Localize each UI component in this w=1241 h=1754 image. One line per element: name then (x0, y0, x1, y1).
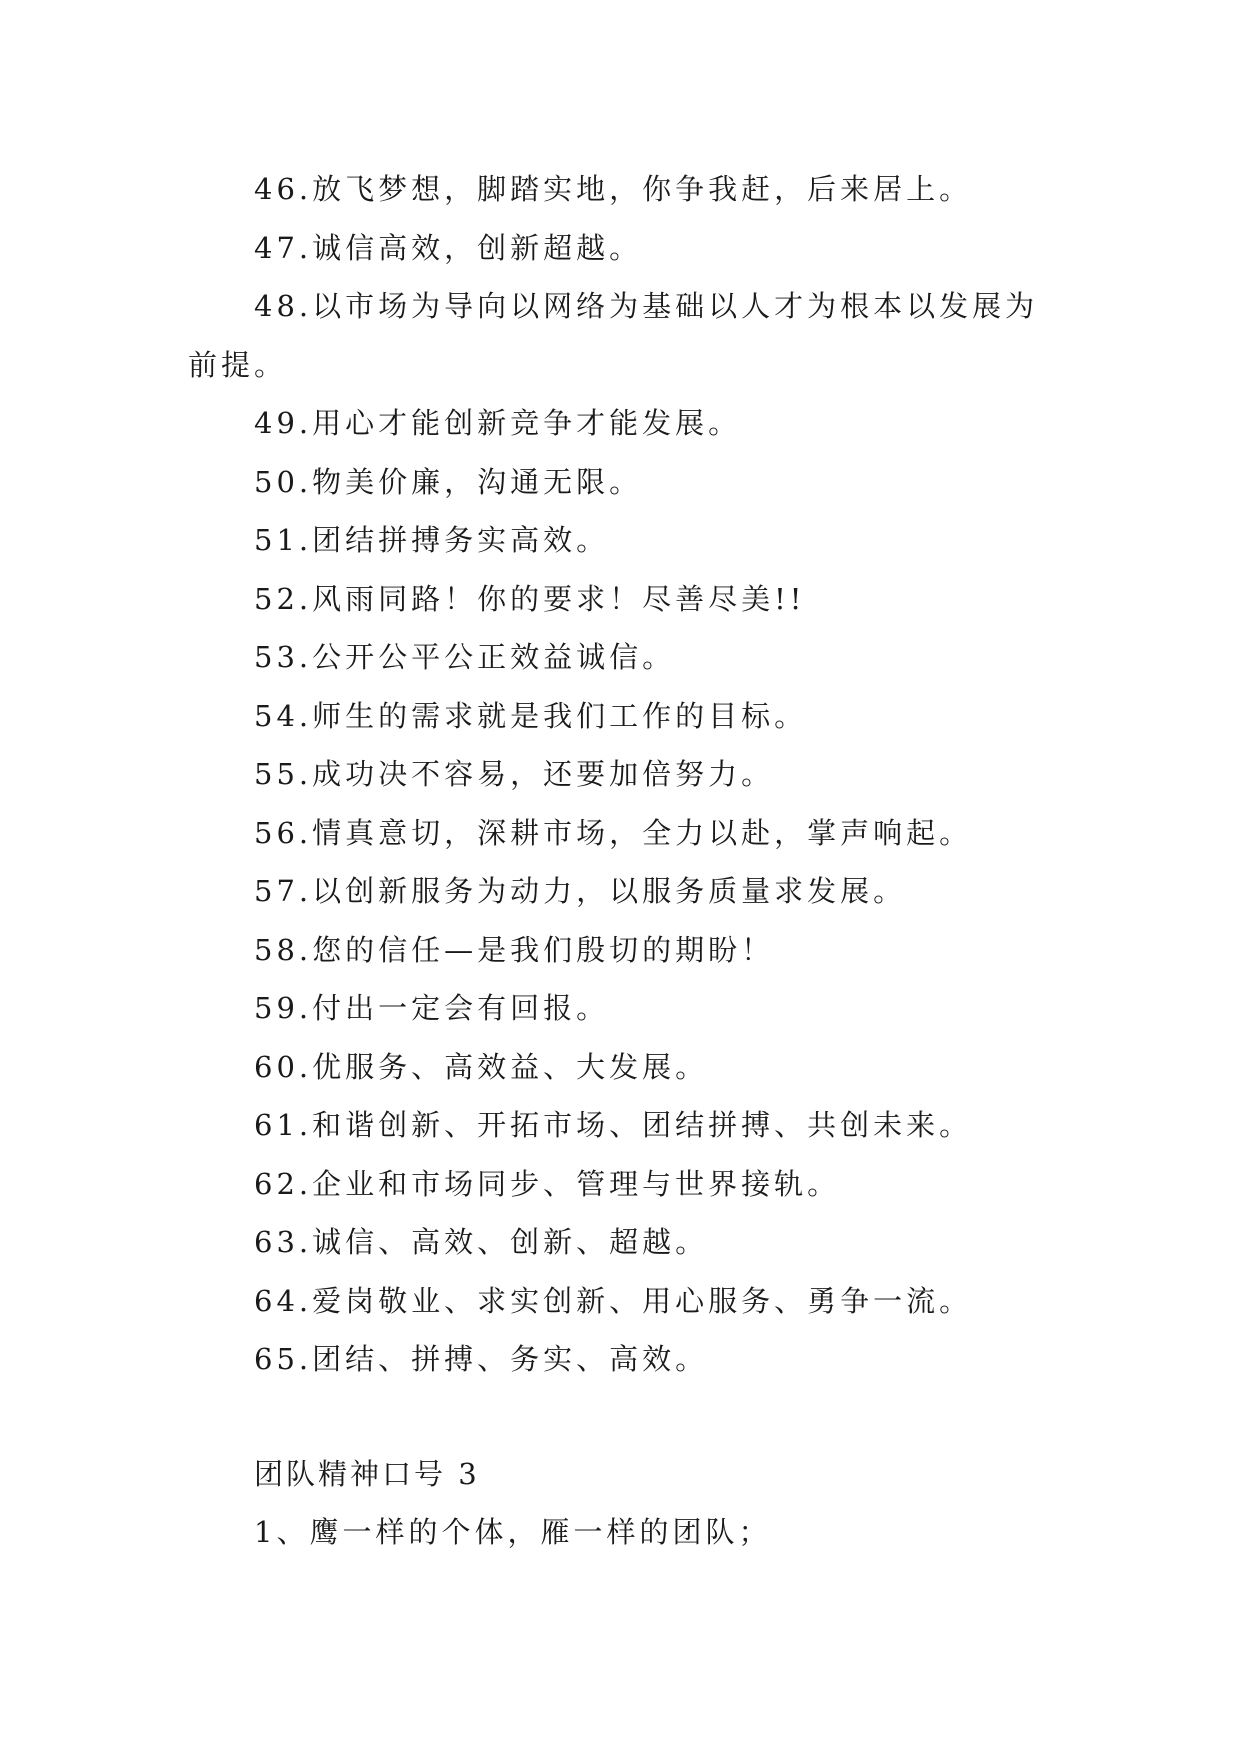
slogan-item-54: 54.师生的需求就是我们工作的目标。 (254, 698, 808, 733)
slogan-item-50: 50.物美价廉，沟通无限。 (254, 464, 643, 499)
slogan-item-61: 61.和谐创新、开拓市场、团结拼搏、共创未来。 (254, 1108, 973, 1142)
slogan-item-59: 59.付出一定会有回报。 (254, 991, 610, 1025)
slogan-item-65: 65.团结、拼搏、务实、高效。 (254, 1342, 709, 1376)
section-item-1: 1、鹰一样的个体，雁一样的团队； (254, 1515, 772, 1549)
slogan-item-48: 48.以市场为导向以网络为基础以人才为根本以发展为前提。 (188, 289, 1039, 382)
slogan-item-47: 47.诚信高效，创新超越。 (254, 230, 643, 265)
slogan-item-57: 57.以创新服务为动力，以服务质量求发展。 (254, 874, 907, 908)
document-body (188, 160, 1068, 1562)
section-heading: 团队精神口号 3 (254, 1456, 480, 1491)
slogan-item-58: 58.您的信任—是我们殷切的期盼！ (254, 932, 775, 967)
slogan-item-63: 63.诚信、高效、创新、超越。 (254, 1225, 709, 1259)
slogan-item-64: 64.爱岗敬业、求实创新、用心服务、勇争一流。 (254, 1283, 973, 1318)
slogan-item-53: 53.公开公平公正效益诚信。 (254, 640, 676, 674)
slogan-item-46: 46.放飞梦想，脚踏实地，你争我赶，后来居上。 (254, 172, 973, 206)
slogan-item-62: 62.企业和市场同步、管理与世界接轨。 (254, 1166, 841, 1201)
slogan-item-51: 51.团结拼搏务实高效。 (254, 523, 610, 557)
section-spacer (188, 1389, 1068, 1445)
slogan-item-55: 55.成功决不容易，还要加倍努力。 (254, 757, 775, 791)
slogan-item-49: 49.用心才能创新竞争才能发展。 (254, 406, 742, 440)
slogan-item-52: 52.风雨同路！你的要求！尽善尽美!! (254, 581, 806, 616)
slogan-item-60: 60.优服务、高效益、大发展。 (254, 1049, 709, 1084)
slogan-item-56: 56.情真意切，深耕市场，全力以赴，掌声响起。 (254, 815, 973, 850)
